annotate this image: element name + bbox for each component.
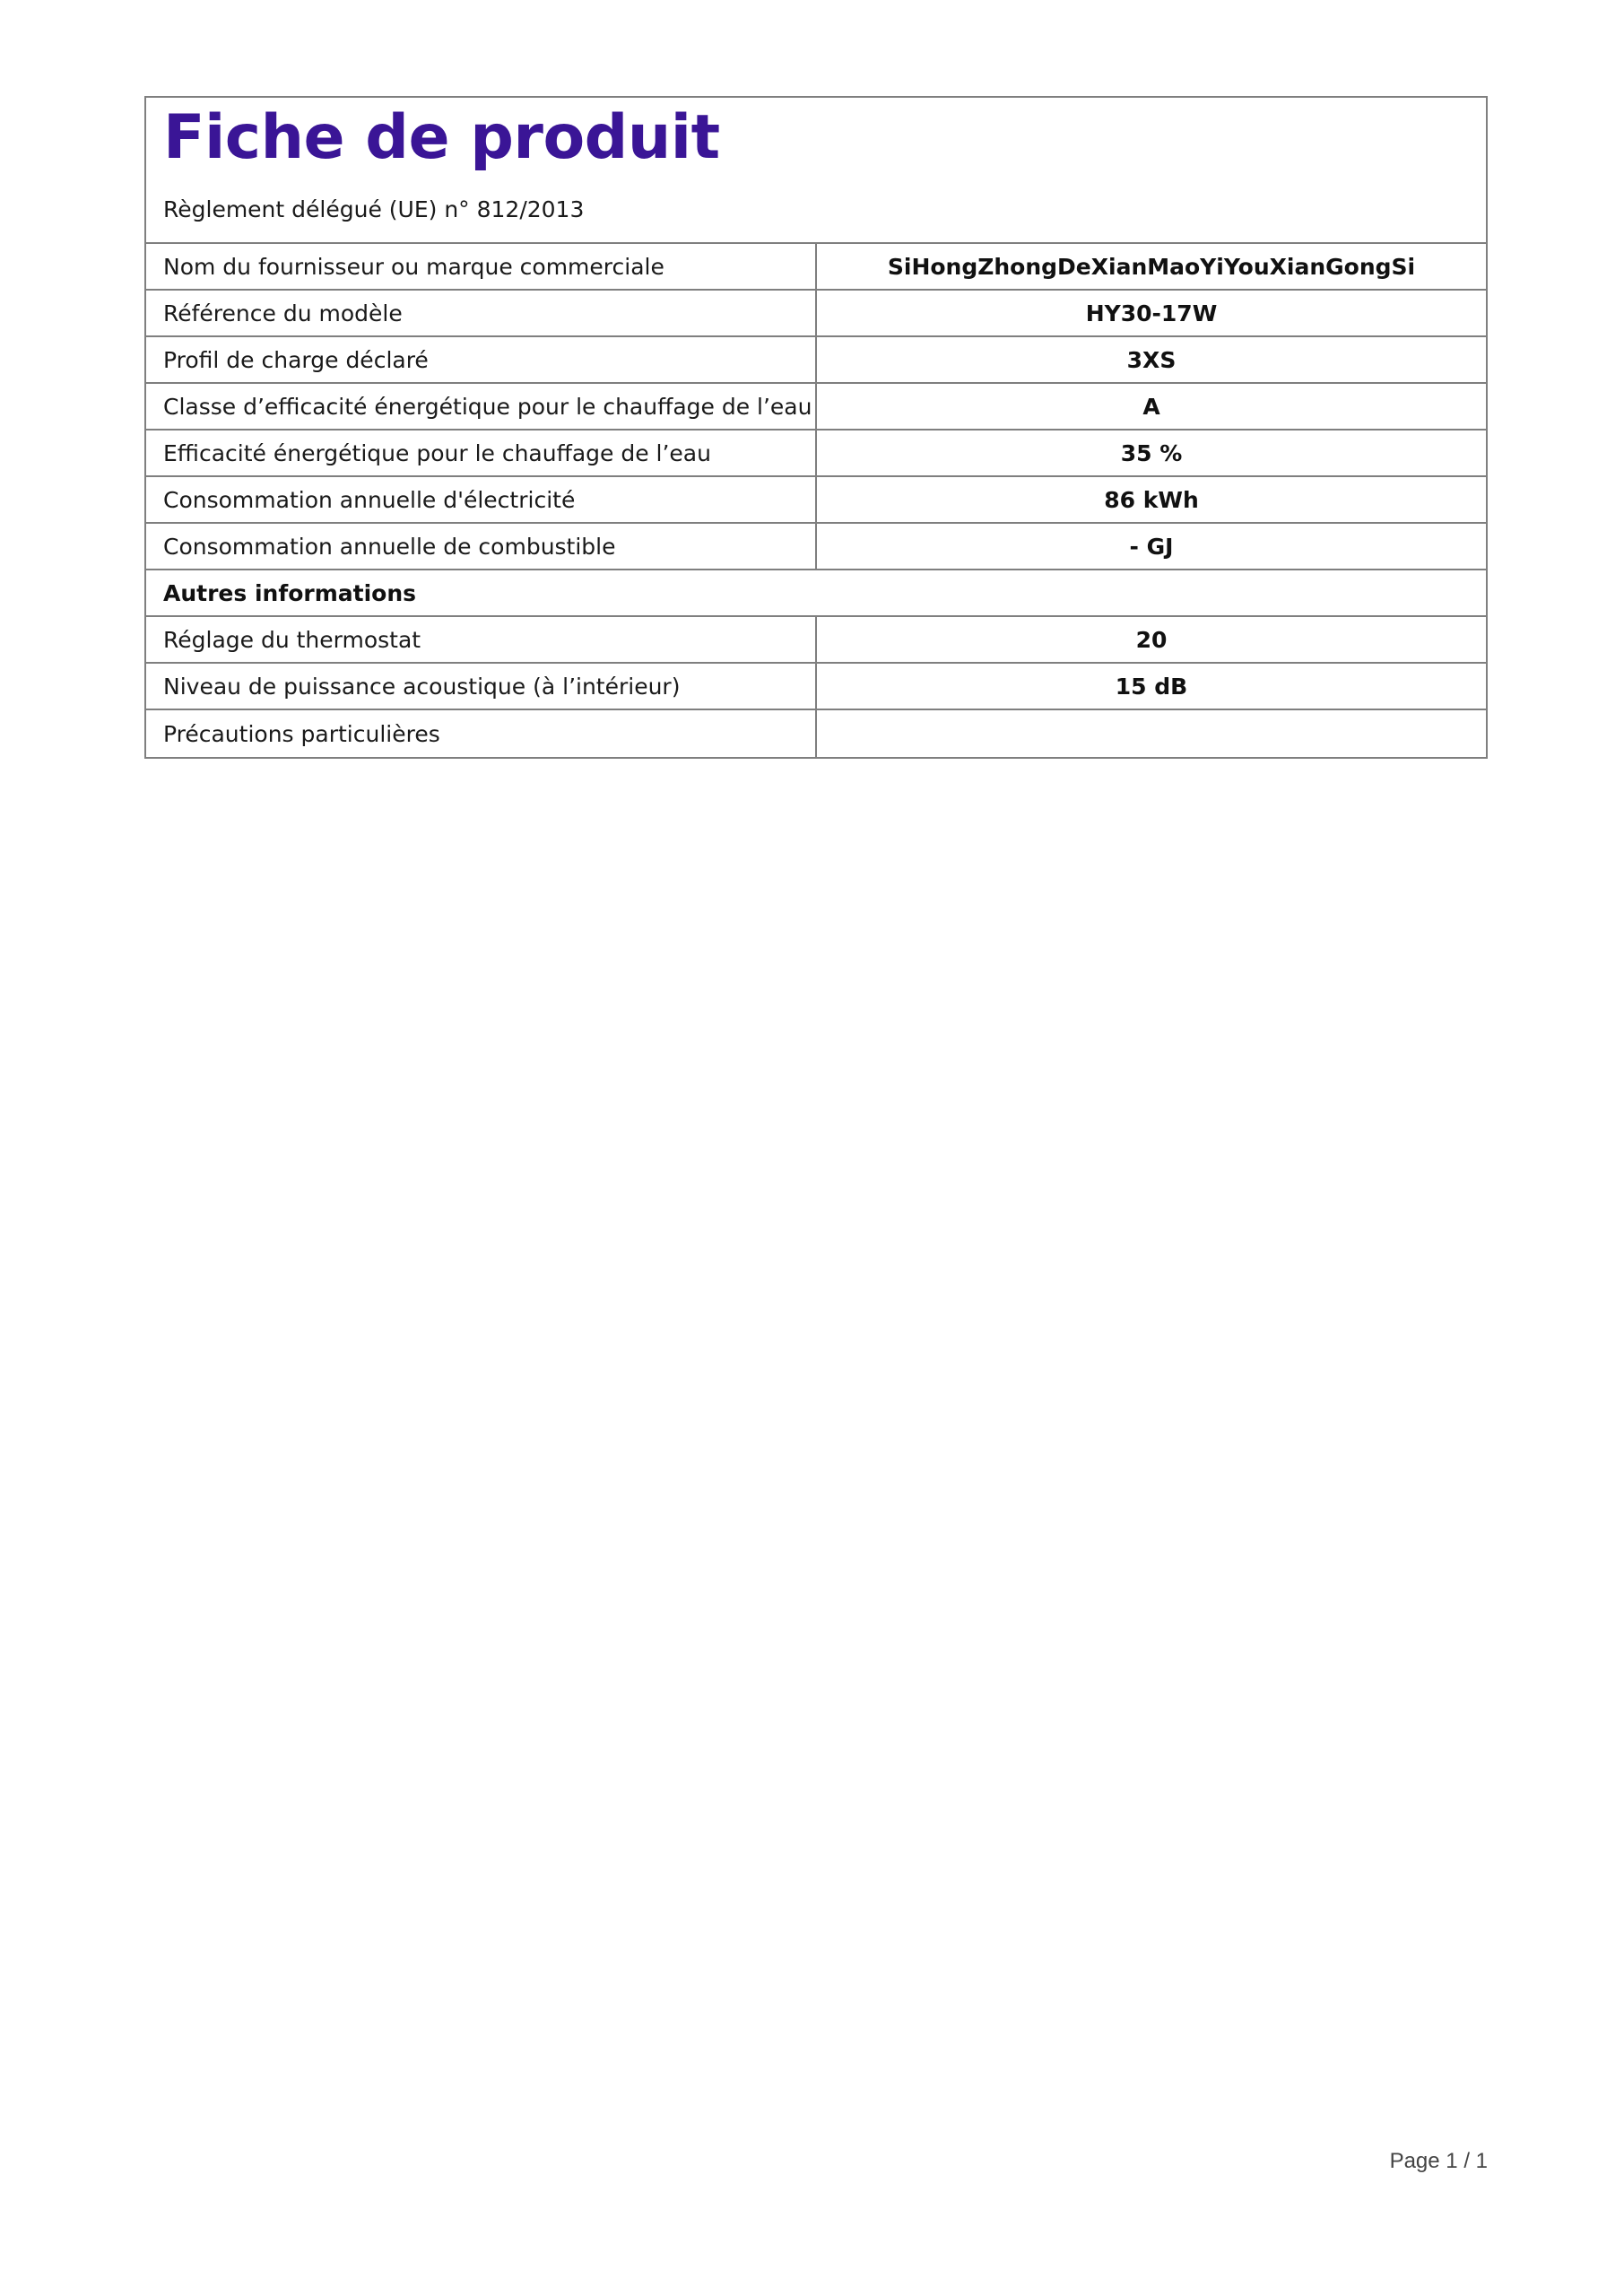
- row-label: Consommation annuelle d'électricité: [146, 477, 817, 522]
- row-value: 86 kWh: [1104, 486, 1199, 513]
- table-row: [146, 617, 1486, 664]
- row-label: Profil de charge déclaré: [146, 337, 817, 382]
- row-value: A: [1142, 393, 1160, 420]
- row-value: SiHongZhongDeXianMaoYiYouXianGongSi: [887, 253, 1416, 280]
- row-label: Nom du fournisseur ou marque commerciale: [146, 244, 817, 289]
- table-row: [146, 337, 1486, 384]
- row-value: 3XS: [1126, 346, 1177, 373]
- table-row: [146, 384, 1486, 430]
- product-sheet: [144, 96, 1488, 759]
- table-row: [146, 664, 1486, 710]
- section-heading: Autres informations: [146, 570, 1486, 617]
- row-value: HY30-17W: [1085, 300, 1218, 326]
- table-row: [146, 710, 1486, 757]
- sheet-header: [146, 98, 1486, 244]
- row-value: - GJ: [1129, 533, 1174, 560]
- row-label: Niveau de puissance acoustique (à l’intérieur): [146, 664, 817, 709]
- row-label: Consommation annuelle de combustible: [146, 524, 817, 569]
- row-value: 20: [1135, 626, 1168, 653]
- table-row: [146, 477, 1486, 524]
- table-row: [146, 244, 1486, 291]
- table-row: [146, 430, 1486, 477]
- page-indicator: Page 1 / 1: [1389, 2149, 1488, 2173]
- row-label: Classe d’efficacité énergétique pour le chauffage de l’eau: [146, 384, 817, 429]
- row-label: Efficacité énergétique pour le chauffage de l’eau: [146, 430, 817, 475]
- row-value: 35 %: [1120, 439, 1183, 466]
- row-label: Précautions particulières: [146, 710, 817, 757]
- row-label: Référence du modèle: [146, 291, 817, 335]
- table-row: [146, 291, 1486, 337]
- row-value: 15 dB: [1115, 673, 1188, 700]
- regulation-subtitle: Règlement délégué (UE) n° 812/2013: [163, 196, 585, 222]
- table-row: [146, 524, 1486, 570]
- row-value: [817, 710, 1486, 757]
- row-label: Réglage du thermostat: [146, 617, 817, 662]
- page-title: Fiche de produit: [163, 102, 720, 173]
